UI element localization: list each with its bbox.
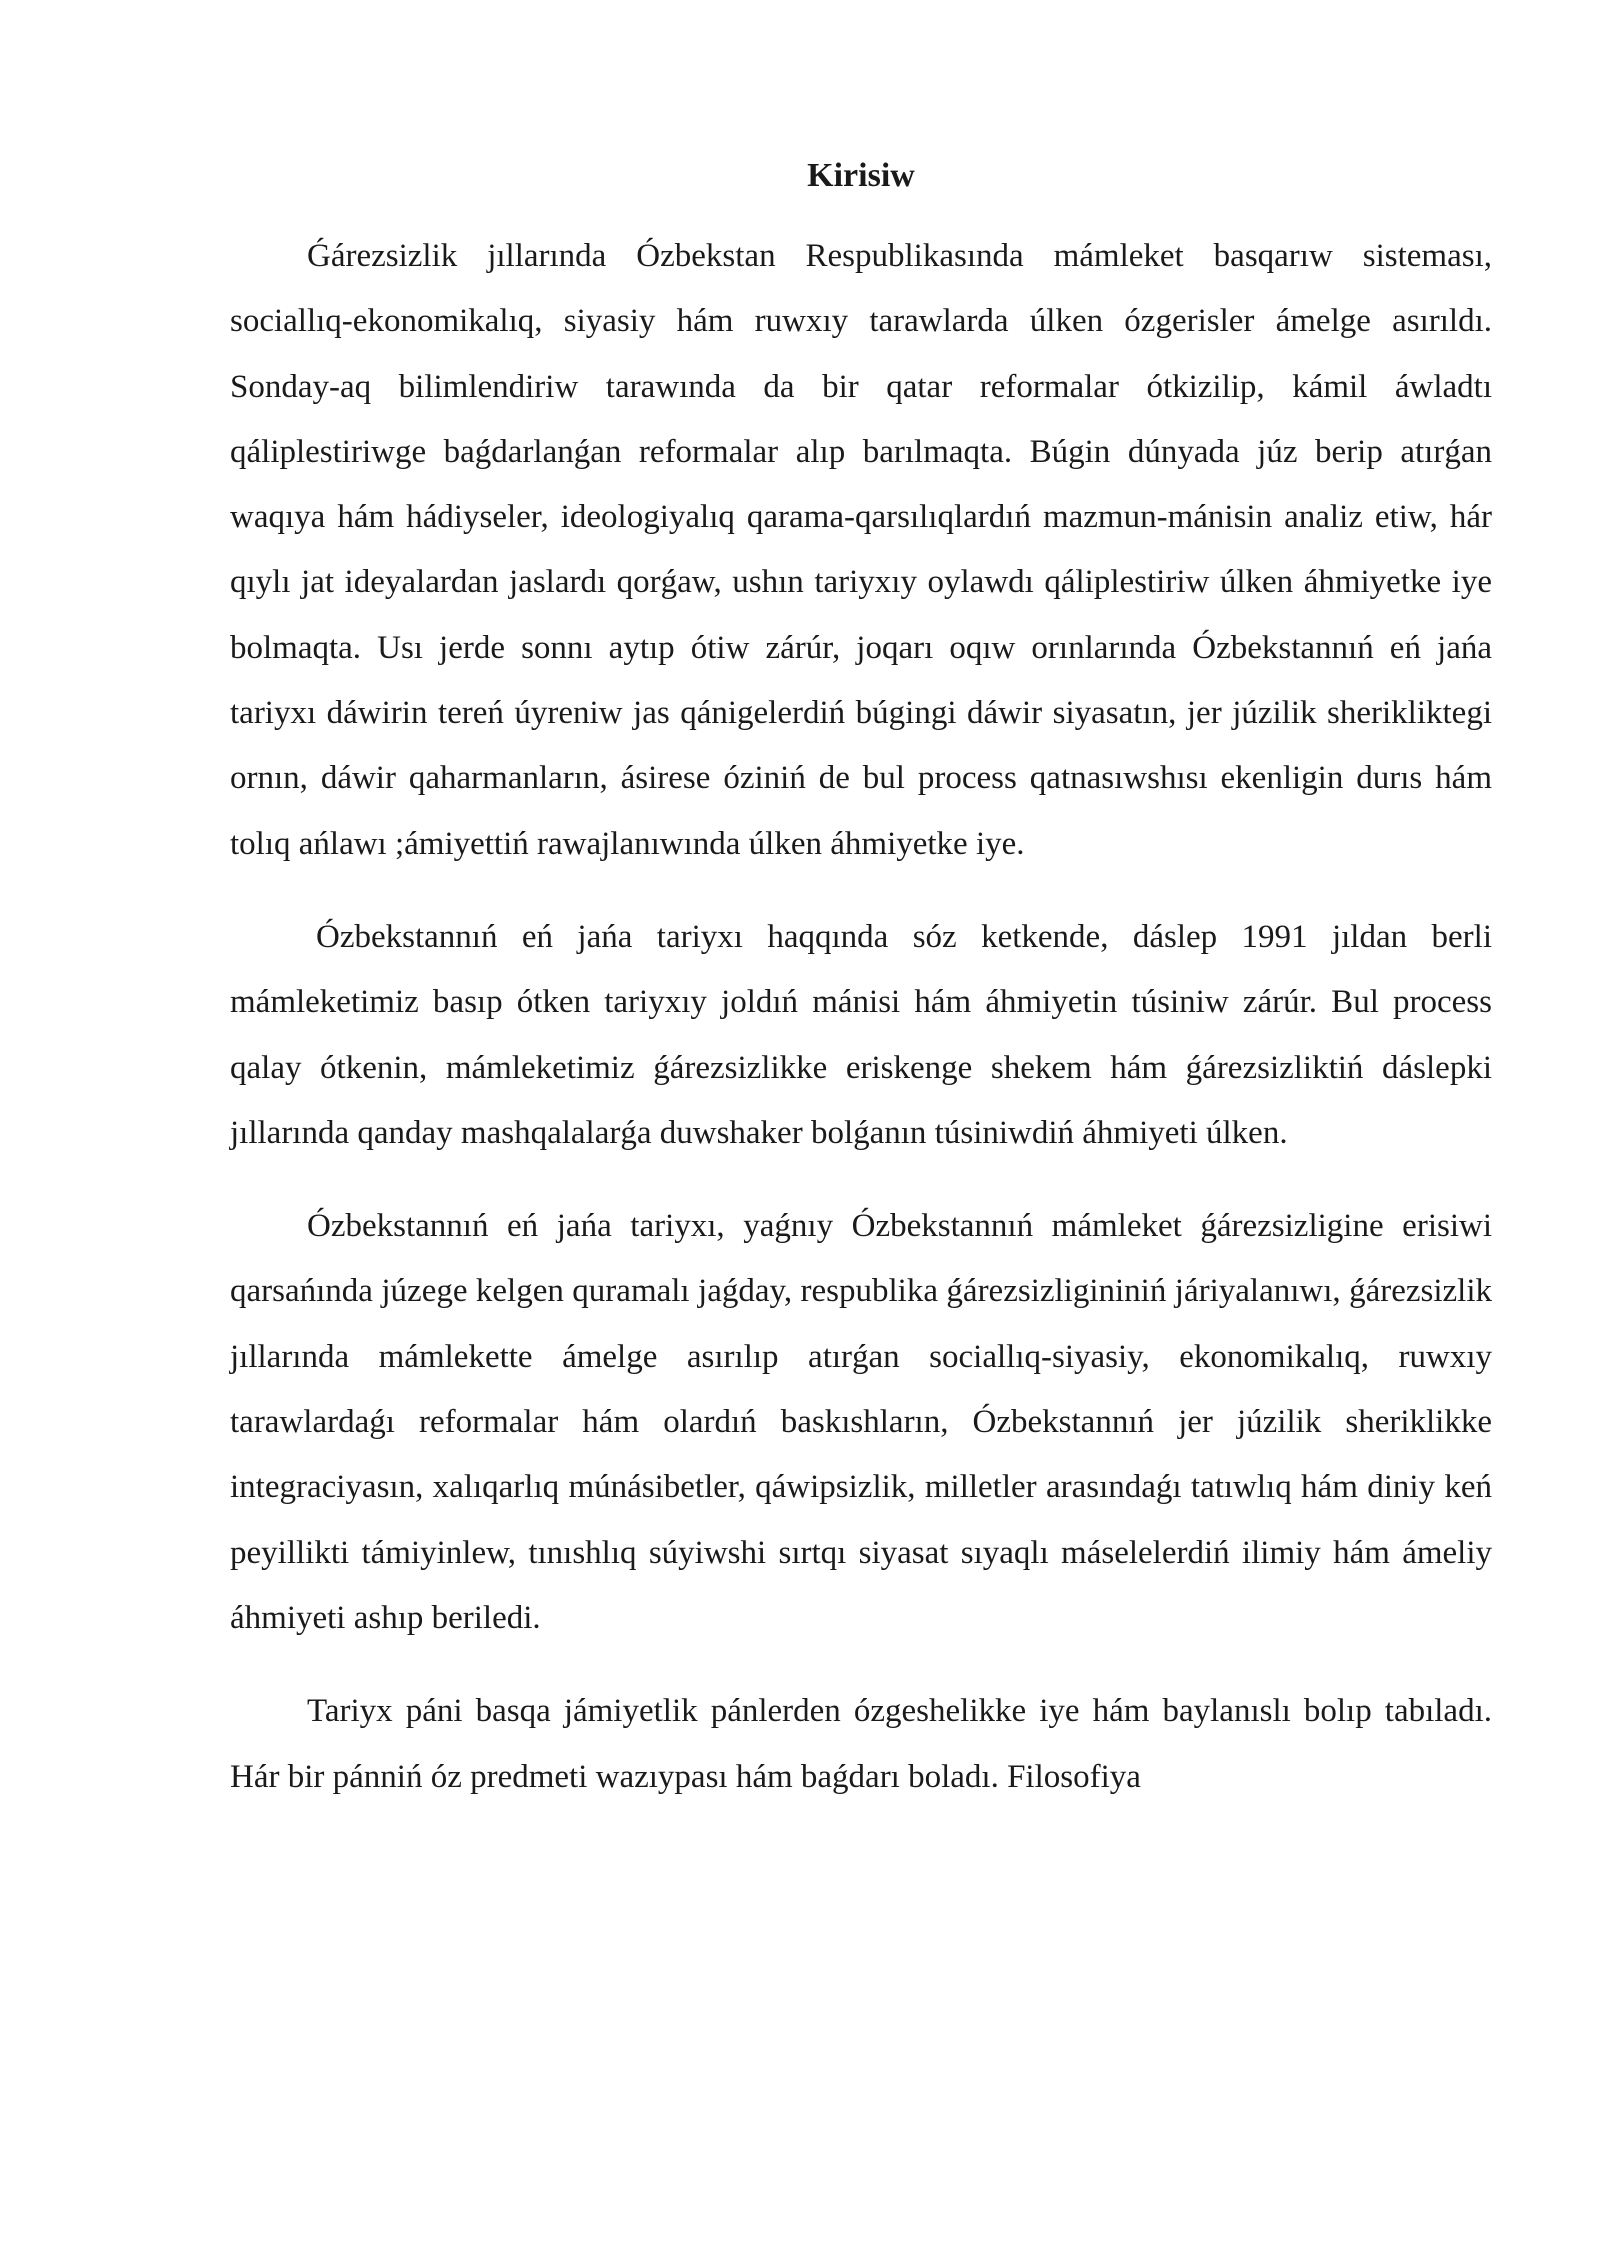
document-page — [230, 150, 1492, 1838]
document-title: Kirisiw — [807, 157, 915, 194]
paragraph-4: Tariyx páni basqa jámiyetlik pánlerden ózgeshelikke iye hám baylanıslı bolıp tabıladı. Hár bir pánniń óz predmeti wazıypası hám baǵdarı boladı. Filosofiya — [230, 1693, 1492, 1795]
paragraph-1: Ǵárezsizlik jıllarında Ózbekstan Respublikasında mámleket basqarıw sisteması, sociallıq-ekonomikalıq, siyasiy hám ruwxıy tarawlarda úlken ózgerisler ámelge asırıldı. Sonday-aq bilimlendiriw tarawında da bir qatar reformalar ótkizilip, kámil áwladtı qáliplestiriwge baǵdarlanǵan reformalar alıp barılmaqta. Búgin dúnyada júz berip atırǵan waqıya hám hádiyseler, ideologiyalıq qarama-qarsılıqlardıń mazmun-mánisin analiz etiw, hár qıylı jat ideyalardan jaslardı qorǵaw, ushın tariyxıy oylawdı qáliplestiriw úlken áhmiyetke iye bolmaqta. Usı jerde sonnı aytıp ótiw zárúr, joqarı oqıw orınlarında Ózbekstannıń eń jańa tariyxı dáwirin tereń úyreniw jas qánigelerdiń búgingi dáwir siyasatın, jer júzilik sherikliktegi ornın, dáwir qaharmanların, ásirese óziniń de bul process qatnasıwshısı ekenligin durıs hám tolıq ańlawı ;ámiyettiń rawajlanıwında úlken áhmiyetke iye. — [230, 238, 1492, 862]
paragraph-2: Ózbekstannıń eń jańa tariyxı haqqında sóz ketkende, dáslep 1991 jıldan berli mámleketimiz basıp ótken tariyxıy joldıń mánisi hám áhmiyetin túsiniw zárúr. Bul process qalay ótkenin, mámleketimiz ǵárezsizlikke eriskenge shekem hám ǵárezsizliktiń dáslepki jıllarında qanday mashqalalarǵa duwshaker bolǵanın túsiniwdiń áhmiyeti úlken. — [230, 918, 1492, 1151]
paragraph-3: Ózbekstannıń eń jańa tariyxı, yaǵnıy Ózbekstannıń mámleket ǵárezsizligine erisiwi qarsańında júzege kelgen quramalı jaǵday, respublika ǵárezsizligininiń járiyalanıwı, ǵárezsizlik jıllarında mámlekette ámelge asırılıp atırǵan sociallıq-siyasiy, ekonomikalıq, ruwxıy tarawlardaǵı reformalar hám olardıń baskıshların, Ózbekstannıń jer júzilik sheriklikke integraciyasın, xalıqarlıq múnásibetler, qáwipsizlik, milletler arasındaǵı tatıwlıq hám diniy keń peyillikti támiyinlew, tınıshlıq súyiwshi sırtqı siyasat sıyaqlı máselelerdiń ilimiy hám ámeliy áhmiyeti ashıp beriledi. — [230, 1208, 1492, 1636]
